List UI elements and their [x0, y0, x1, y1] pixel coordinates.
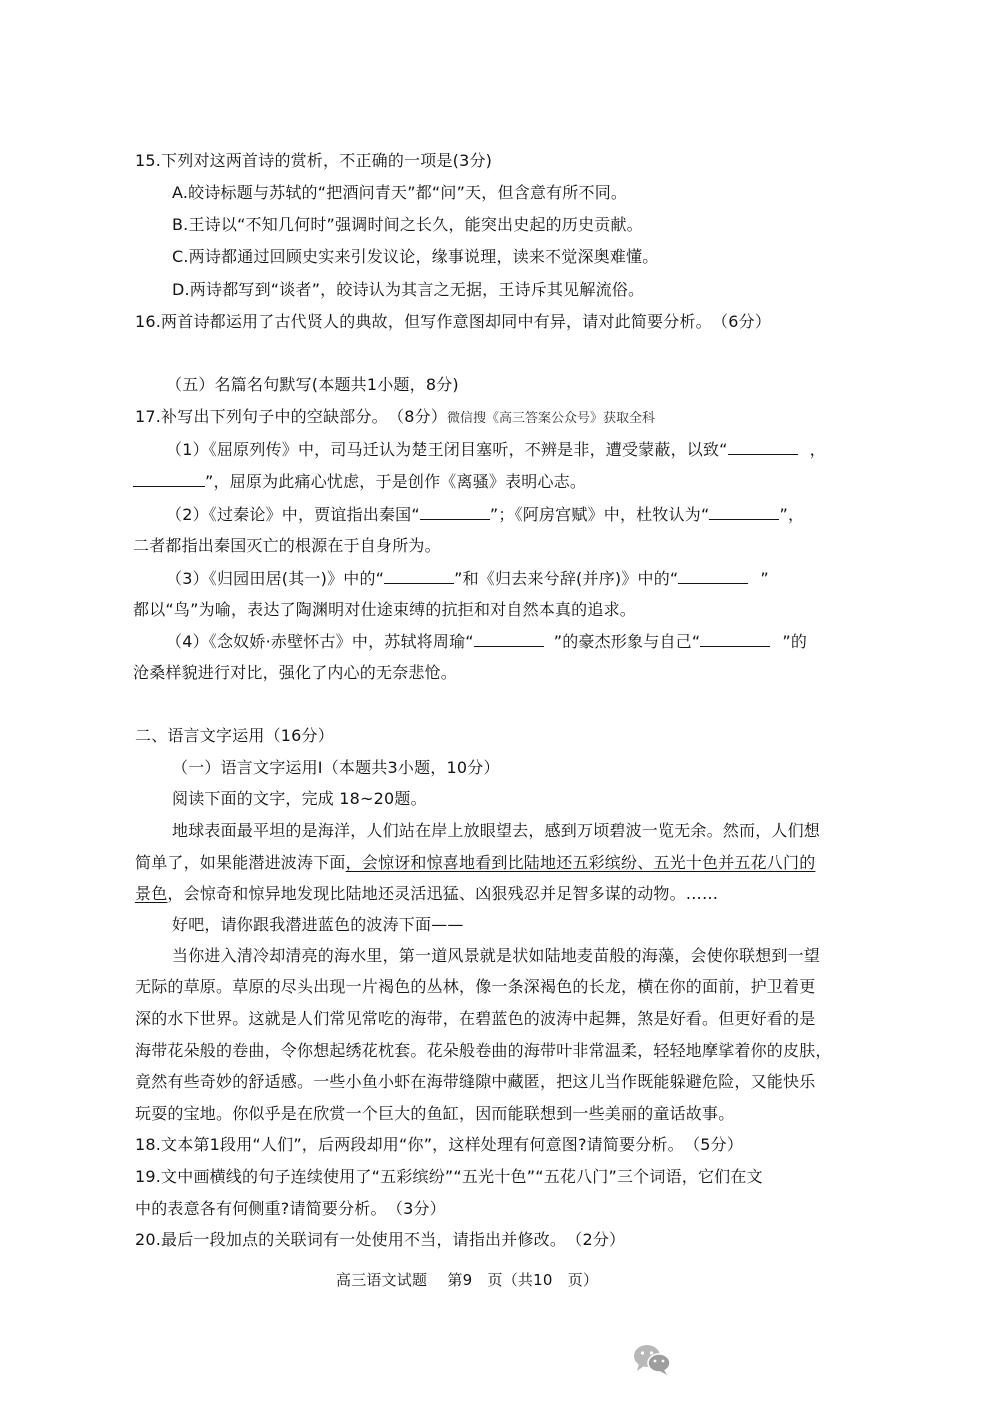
passage-p3-line2: 无际的草原。草原的尽头出现一片褐色的丛林，像一条深褐色的长龙，横在你的面前，护卫着更 [135, 977, 816, 996]
q17-stem-text: 17.补写出下列句子中的空缺部分。 （8分） [135, 407, 448, 426]
q17-part2-line1 [166, 503, 804, 526]
passage-p1-line2 [135, 852, 815, 874]
passage-text: ，会惊奇和惊异地发现比陆地还灵活迅猛、凶狠残忍并足智多谋的动物。…… [167, 884, 719, 903]
q16-stem: 16.两首诗都运用了古代贤人的典故，但写作意图却同中有异，请对此简要分析。 （6分） [135, 312, 772, 331]
q17-part1-comma: ， [809, 440, 826, 459]
answer-blank[interactable] [384, 567, 454, 584]
passage-p3-line4: 海带花朵般的卷曲，令你想起绣花枕套。花朵般卷曲的海带叶非常温柔，轻轻地摩挲着你的皮肤， [135, 1041, 832, 1060]
q17-part4-line2: 沧桑样貌进行对比，强化了内心的无奈悲怆。 [133, 663, 458, 682]
q17-part3-line1 [166, 567, 769, 590]
q20-stem: 20.最后一段加点的关联词有一处使用不当，请指出并修改。 （2分） [135, 1230, 626, 1249]
q15-option-b: B.王诗以“不知几何时”强调时间之长久，能突出史起的历史贡献。 [172, 215, 643, 234]
q17-stem [135, 406, 655, 430]
q17-part4-text-c: ”的 [782, 632, 808, 651]
q17-part4-line1 [166, 630, 807, 653]
answer-blank[interactable] [133, 470, 205, 487]
q17-part4-text-a: （4）《念奴娇·赤壁怀古》中，苏轼将周瑜“ [166, 632, 474, 651]
passage-p3-line5: 竟然有些奇妙的舒适感。一些小鱼小虾在海带缝隙中藏匿，把这儿当作既能躲避危险，又能快乐 [135, 1072, 816, 1091]
answer-blank[interactable] [678, 567, 748, 584]
q15-option-a: A.皎诗标题与苏轼的“把酒问青天”都“问”天，但含意有所不同。 [172, 183, 628, 202]
answer-blank[interactable] [709, 503, 779, 520]
watermark-text: 微信搜《高三答案公众号》获取全科 [447, 411, 656, 426]
part2-subtitle: （一）语言文字运用Ⅰ（本题共3小题，10分） [172, 758, 500, 777]
q18-stem: 18.文本第1段用“人们”，后两段却用“你”，这样处理有何意图?请简要分析。 （5分） [135, 1135, 744, 1154]
q15-option-d: D.两诗都写到“谈者”，皎诗认为其言之无据，王诗斥其见解流俗。 [172, 280, 645, 299]
q17-part3-line2: 都以“鸟”为喻，表达了陶渊明对仕途束缚的抗拒和对自然本真的追求。 [133, 600, 636, 619]
passage-p1-line1: 地球表面最平坦的是海洋，人们站在岸上放眼望去，感到万顷碧波一览无余。然而，人们想 [172, 821, 821, 840]
passage-p3-line6: 玩耍的宝地。你似乎是在欣赏一个巨大的鱼缸，因而能联想到一些美丽的童话故事。 [135, 1104, 735, 1123]
q17-part3-text-b: ”和《归去来兮辞(并序)》中的“ [454, 569, 679, 588]
passage-text: 简单了，如果能潜进波涛下面 [135, 853, 346, 872]
q17-part1-text2: ”，屈原为此痛心忧虑，于是创作《离骚》表明心志。 [205, 472, 587, 491]
q17-part3-text-c: ” [760, 569, 769, 588]
page-footer: 高三语文试题 第9 页（共10 页） [336, 1271, 599, 1289]
section5-title: （五）名篇名句默写(本题共1小题，8分) [166, 375, 459, 394]
passage-p3-line3: 深的水下世界。这就是人们常见常吃的海带，在碧蓝色的波涛中起舞，煞是好看。但更好看的是 [135, 1009, 816, 1028]
part2-title: 二、语言文字运用（16分） [135, 726, 334, 745]
passage-p3-line1: 当你进入清冷却清亮的海水里，第一道风景就是状如陆地麦苗般的海藻，会使你联想到一望 [172, 946, 821, 965]
passage-p2: 好吧，请你跟我潜进蓝色的波涛下面—— [172, 915, 464, 934]
q17-part1-line2 [133, 470, 586, 493]
passage-p1-line3 [135, 883, 718, 905]
q17-part2-line2: 二者都指出秦国灭亡的根源在于自身所为。 [133, 536, 441, 555]
answer-blank[interactable] [420, 503, 490, 520]
answer-blank[interactable] [728, 438, 798, 455]
q17-part3-text-a: （3）《归园田居(其一)》中的“ [166, 569, 385, 588]
q15-option-c: C.两诗都通过回顾史实来引发议论，缘事说理，读来不觉深奥难懂。 [172, 247, 659, 266]
q17-part2-text-a: （2）《过秦论》中，贾谊指出秦国“ [166, 505, 420, 524]
q17-part1-text: （1）《屈原列传》中，司马迁认为楚王闭目塞听，不辨是非，遭受蒙蔽，以致“ [166, 440, 728, 459]
underlined-sentence-end: 景色 [135, 884, 168, 903]
q19-stem-line2: 中的表意各有何侧重?请简要分析。 （3分） [135, 1199, 446, 1218]
answer-blank[interactable] [700, 630, 770, 647]
q17-part2-text-c: ”， [779, 505, 805, 524]
q19-stem-line1: 19.文中画横线的句子连续使用了“五彩缤纷”“五光十色”“五花八门”三个词语，它们在文 [135, 1167, 763, 1186]
q17-part2-text-b: ”；《阿房宫赋》中，杜牧认为“ [489, 505, 710, 524]
wechat-logo-icon [632, 1342, 672, 1376]
reading-instruction: 阅读下面的文字，完成 18~20题。 [172, 789, 427, 808]
underlined-sentence: ，会惊讶和惊喜地看到比陆地还五彩缤纷、五光十色并五花八门的 [345, 853, 816, 872]
q17-part1-line1 [166, 438, 826, 461]
q15-stem: 15.下列对这两首诗的赏析，不正确的一项是(3分) [135, 151, 493, 170]
q17-part4-text-b: ”的豪杰形象与自己“ [553, 632, 701, 651]
answer-blank[interactable] [474, 630, 544, 647]
